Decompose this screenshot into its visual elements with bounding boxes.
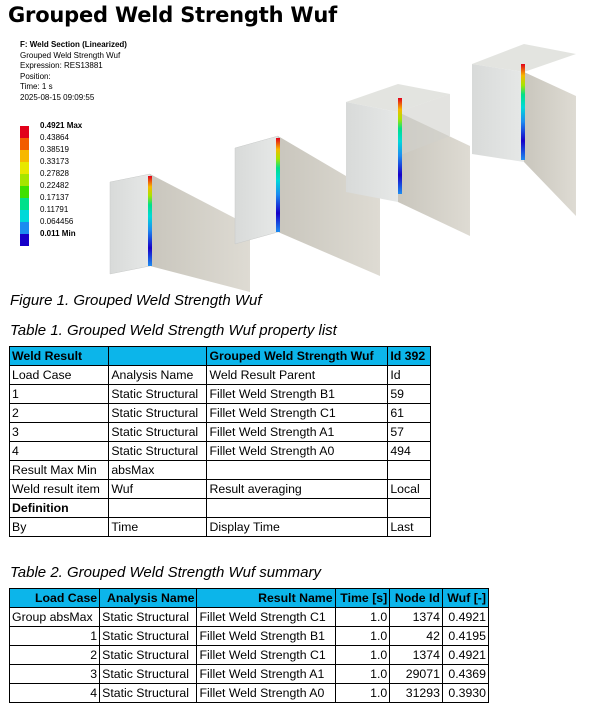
table-cell (109, 499, 207, 518)
table-cell: Definition (10, 499, 109, 518)
table-cell: Last (388, 518, 431, 537)
legend-swatch (20, 222, 29, 234)
table-row (10, 366, 431, 385)
table-cell: absMax (109, 461, 207, 480)
weld-result-figure (10, 36, 576, 292)
table-cell: 1.0 (335, 684, 390, 703)
meta-line: Position: (20, 71, 51, 81)
weld-line-3 (398, 98, 402, 194)
table-cell: Fillet Weld Strength B1 (197, 627, 335, 646)
table-header-row (10, 347, 431, 366)
table-cell (207, 499, 388, 518)
meta-line: 2025-08-15 09:09:55 (20, 92, 95, 102)
table-cell: 1 (10, 627, 100, 646)
property-list-table (9, 346, 431, 537)
header-cell: Load Case (10, 589, 100, 608)
table-cell: 42 (390, 627, 443, 646)
table-cell: Wuf (109, 480, 207, 499)
header-cell: Grouped Weld Strength Wuf (207, 347, 388, 366)
table-cell: Fillet Weld Strength C1 (207, 404, 388, 423)
table-row (10, 442, 431, 461)
table-cell: Time (109, 518, 207, 537)
table-cell: Weld Result Parent (207, 366, 388, 385)
meta-line: F: Weld Section (Linearized) (20, 40, 127, 49)
legend-swatch (20, 198, 29, 210)
legend-swatch (20, 138, 29, 150)
header-cell: Id 392 (388, 347, 431, 366)
legend-label: 0.38519 (40, 145, 69, 154)
legend-swatch (20, 174, 29, 186)
table-cell: Fillet Weld Strength A0 (207, 442, 388, 461)
legend-swatch (20, 186, 29, 198)
table-cell: 59 (388, 385, 431, 404)
table-row (10, 423, 431, 442)
table-cell: Static Structural (100, 684, 197, 703)
table-cell: 2 (10, 404, 109, 423)
table-cell: 1.0 (335, 646, 390, 665)
table-cell: Analysis Name (109, 366, 207, 385)
legend-label: 0.33173 (40, 157, 69, 166)
table-row (10, 665, 489, 684)
table-cell: 57 (388, 423, 431, 442)
table-cell: Static Structural (100, 627, 197, 646)
block-front-3 (346, 102, 398, 202)
table-cell: Fillet Weld Strength B1 (207, 385, 388, 404)
result-metadata (20, 40, 127, 104)
header-cell: Analysis Name (100, 589, 197, 608)
table-cell: Fillet Weld Strength A1 (207, 423, 388, 442)
table-cell: 3 (10, 665, 100, 684)
table-cell: Fillet Weld Strength C1 (197, 608, 335, 627)
meta-line: Time: 1 s (20, 82, 53, 92)
table-cell: 0.4195 (442, 627, 488, 646)
table-cell (207, 461, 388, 480)
web-plate-4 (524, 72, 576, 216)
table-cell: 61 (388, 404, 431, 423)
meta-line: Expression: RES13881 (20, 61, 103, 71)
table-cell: 1 (10, 385, 109, 404)
table-cell: Weld result item (10, 480, 109, 499)
legend-label: 0.4921 Max (40, 121, 83, 130)
table-cell: 2 (10, 646, 100, 665)
table-row (10, 518, 431, 537)
weld-line-1 (148, 176, 152, 266)
legend-swatch (20, 150, 29, 162)
table-cell: Fillet Weld Strength C1 (197, 646, 335, 665)
table-header-row (10, 589, 489, 608)
header-cell: Wuf [-] (442, 589, 488, 608)
table-cell: Local (388, 480, 431, 499)
table-cell: Fillet Weld Strength A0 (197, 684, 335, 703)
table-cell: 0.4921 (442, 646, 488, 665)
legend-label: 0.17137 (40, 193, 69, 202)
header-cell: Node Id (390, 589, 443, 608)
table-cell: Id (388, 366, 431, 385)
legend-label: 0.27828 (40, 169, 69, 178)
table-cell: 3 (10, 423, 109, 442)
table-row (10, 627, 489, 646)
table-cell: 1.0 (335, 608, 390, 627)
legend-label: 0.011 Min (40, 229, 76, 238)
table-cell (388, 499, 431, 518)
meta-line: Grouped Weld Strength Wuf (20, 50, 121, 60)
table-cell: 494 (388, 442, 431, 461)
legend-label: 0.22482 (40, 181, 69, 190)
table-cell: 1374 (390, 608, 443, 627)
table-cell: Static Structural (100, 608, 197, 627)
table-row (10, 461, 431, 480)
table-row (10, 608, 489, 627)
table-cell: Static Structural (109, 404, 207, 423)
table1-caption: Table 1. Grouped Weld Strength Wuf property list (10, 322, 337, 339)
summary-table (9, 588, 489, 703)
header-cell: Result Name (197, 589, 335, 608)
header-cell: Time [s] (335, 589, 390, 608)
table-row (10, 684, 489, 703)
table-cell (388, 461, 431, 480)
table-cell: 0.4921 (442, 608, 488, 627)
table-cell: Load Case (10, 366, 109, 385)
table-cell: 4 (10, 684, 100, 703)
table-row (10, 499, 431, 518)
table-cell: 0.3930 (442, 684, 488, 703)
header-cell (109, 347, 207, 366)
table-cell: Group absMax (10, 608, 100, 627)
page-title: Grouped Weld Strength Wuf (8, 3, 338, 27)
table-cell: Fillet Weld Strength A1 (197, 665, 335, 684)
table-row (10, 404, 431, 423)
table-cell: 31293 (390, 684, 443, 703)
table-cell: 0.4369 (442, 665, 488, 684)
legend-label: 0.064456 (40, 217, 74, 226)
table-cell: Static Structural (109, 442, 207, 461)
legend-swatch (20, 162, 29, 174)
vertical-plate-1 (110, 174, 150, 274)
table-cell: 4 (10, 442, 109, 461)
header-cell: Weld Result (10, 347, 109, 366)
weld-line-4 (521, 64, 525, 160)
table-row (10, 480, 431, 499)
vertical-plate-2 (235, 136, 278, 244)
figure-caption: Figure 1. Grouped Weld Strength Wuf (10, 292, 262, 309)
table-cell: Static Structural (109, 423, 207, 442)
block-front-4 (472, 64, 524, 162)
table-cell: 29071 (390, 665, 443, 684)
table-cell: 1.0 (335, 627, 390, 646)
table-cell: Result Max Min (10, 461, 109, 480)
weld-line-2 (276, 138, 280, 232)
table-cell: 1374 (390, 646, 443, 665)
table-cell: Display Time (207, 518, 388, 537)
legend-swatch (20, 126, 29, 138)
table2-caption: Table 2. Grouped Weld Strength Wuf summary (10, 564, 321, 581)
table-cell: Result averaging (207, 480, 388, 499)
table-cell: 1.0 (335, 665, 390, 684)
table-cell: By (10, 518, 109, 537)
table-row (10, 646, 489, 665)
legend-label: 0.11791 (40, 205, 69, 214)
table-cell: Static Structural (109, 385, 207, 404)
legend-swatch (20, 234, 29, 246)
table-cell: Static Structural (100, 646, 197, 665)
table-cell: Static Structural (100, 665, 197, 684)
legend-swatch (20, 210, 29, 222)
legend-label: 0.43864 (40, 133, 69, 142)
table-row (10, 385, 431, 404)
